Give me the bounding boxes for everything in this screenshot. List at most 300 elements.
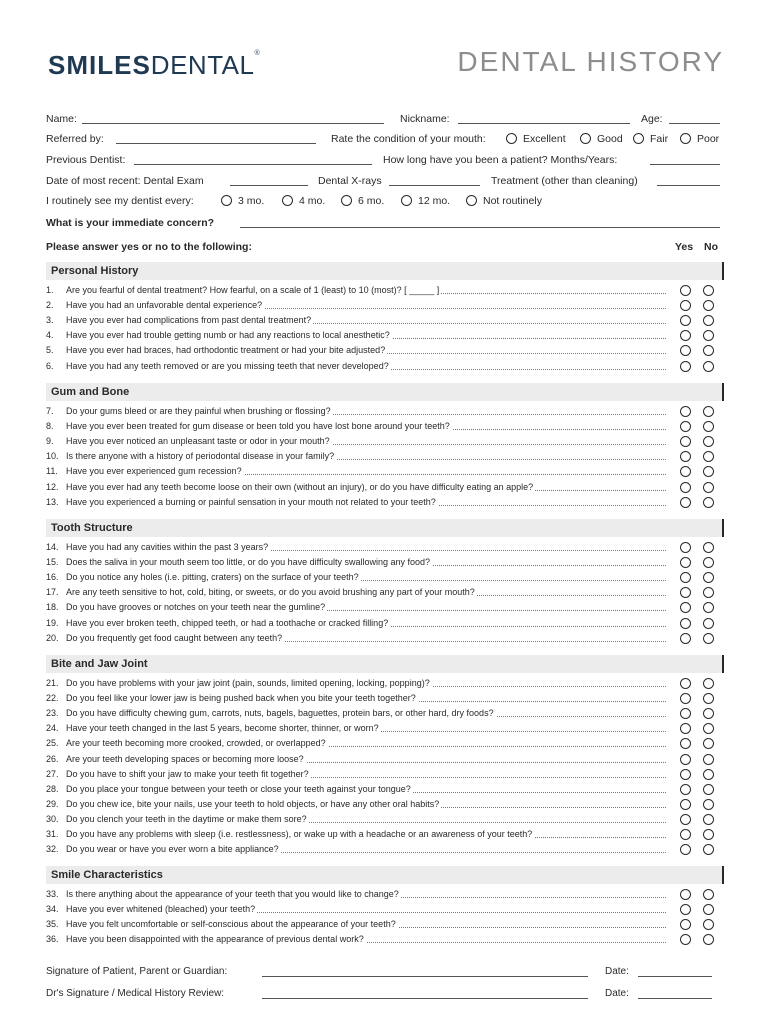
yes-no-group (678, 829, 724, 841)
question-label: Do your gums bleed or are they painful when brushing or flossing? (66, 406, 331, 416)
question-label: Do you have to shift your jaw to make your teeth fit together? (66, 768, 309, 779)
question-text (46, 738, 328, 748)
yes-no-group (678, 844, 724, 856)
question-number: 21. (46, 678, 59, 688)
question-label: Are your teeth becoming more crooked, crowded, or overlapped? (66, 738, 326, 749)
treatment-field[interactable] (657, 175, 720, 186)
concern-label: What is your immediate concern? (46, 217, 215, 229)
how-long-label: How long have you been a patient? Months/Years: (383, 154, 618, 166)
no-radio[interactable] (703, 587, 714, 598)
question-label: Do you frequently get food caught between any teeth? (66, 632, 283, 643)
yes-radio[interactable] (680, 587, 691, 598)
question-row (46, 768, 666, 780)
yes-radio[interactable] (680, 738, 691, 749)
routinely-label: I routinely see my dentist every: (46, 195, 194, 207)
yes-radio[interactable] (680, 934, 691, 945)
rate-condition-label: Rate the condition of your mouth: (331, 133, 486, 145)
question-row (46, 360, 666, 372)
question-number: 33. (46, 889, 59, 899)
no-radio[interactable] (703, 784, 714, 795)
question-row (46, 707, 666, 719)
yes-radio[interactable] (680, 618, 691, 629)
question-number: 25. (46, 738, 59, 749)
doctor-date-label: Date: (605, 988, 629, 999)
radio-icon (341, 195, 352, 206)
question-label: Do you have problems with your jaw joint (pain, sounds, limited opening, locking, popping)? (66, 678, 430, 688)
yes-no-group (678, 542, 724, 554)
question-number: 24. (46, 723, 59, 734)
question-label: Are you fearful of dental treatment? How fearful, on a scale of 1 (least) to 10 (most)? [ _____ ] (66, 285, 440, 295)
question-text (46, 602, 327, 612)
question-text (46, 587, 477, 597)
question-label: Are your teeth developing spaces or becoming more loose? (66, 753, 304, 764)
question-row (46, 722, 666, 734)
referred-by-label: Referred by: (46, 133, 104, 145)
question-label: Have you ever had complications from past dental treatment? (66, 315, 312, 326)
yes-no-group (678, 904, 724, 916)
question-number: 17. (46, 587, 59, 598)
no-radio[interactable] (703, 285, 714, 296)
xrays-field[interactable] (389, 175, 480, 186)
patient-signature-field[interactable] (262, 966, 588, 977)
question-text (46, 421, 452, 431)
yes-header: Yes (675, 241, 694, 253)
question-text (46, 769, 311, 779)
no-radio[interactable] (703, 904, 714, 915)
question-text (46, 315, 313, 325)
question-label: Do you have any problems with sleep (i.e. restlessness), or wake up with a headache or an awareness of your teeth? (66, 829, 533, 839)
section-header: Bite and Jaw Joint (46, 655, 724, 673)
question-number: 28. (46, 783, 59, 794)
yes-no-group (678, 814, 724, 826)
radio-icon (466, 195, 477, 206)
question-label: Have you felt uncomfortable or self-conscious about the appearance of your teeth? (66, 919, 396, 930)
yes-no-group (678, 497, 724, 509)
age-field[interactable] (669, 113, 720, 124)
question-label: Have you ever experienced gum recession? (66, 466, 242, 477)
yes-no-group (678, 602, 724, 614)
question-row (46, 813, 666, 825)
question-number: 23. (46, 708, 59, 719)
yes-no-group (678, 708, 724, 720)
concern-field[interactable] (240, 217, 720, 228)
no-radio[interactable] (703, 451, 714, 462)
question-row (46, 798, 666, 810)
yes-radio[interactable] (680, 315, 691, 326)
question-row (46, 541, 666, 553)
age-label: Age: (641, 113, 663, 125)
yes-no-group (678, 421, 724, 433)
no-radio[interactable] (703, 557, 714, 568)
no-radio[interactable] (703, 844, 714, 855)
yes-no-group (678, 406, 724, 418)
no-radio[interactable] (703, 602, 714, 613)
patient-date-label: Date: (605, 966, 629, 977)
date-recent-label: Date of most recent: Dental Exam (46, 175, 204, 187)
question-text (46, 345, 387, 355)
no-radio[interactable] (703, 542, 714, 553)
yes-radio[interactable] (680, 300, 691, 311)
question-number: 9. (46, 436, 54, 447)
no-radio[interactable] (703, 693, 714, 704)
yes-no-group (678, 693, 724, 705)
question-row (46, 496, 666, 508)
question-text (46, 451, 336, 461)
yes-no-group (678, 330, 724, 342)
yes-radio[interactable] (680, 466, 691, 477)
question-row (46, 601, 666, 613)
radio-icon (221, 195, 232, 206)
previous-dentist-label: Previous Dentist: (46, 154, 126, 166)
question-text (46, 708, 496, 718)
question-row (46, 344, 666, 356)
no-radio[interactable] (703, 934, 714, 945)
no-radio[interactable] (703, 769, 714, 780)
no-radio[interactable] (703, 754, 714, 765)
question-label: Do you feel like your lower jaw is being pushed back when you bite your teeth together? (66, 693, 416, 704)
yes-no-group (678, 315, 724, 327)
yes-radio[interactable] (680, 784, 691, 795)
question-number: 35. (46, 919, 59, 930)
yes-no-group (678, 618, 724, 630)
yes-no-group (678, 436, 724, 448)
yes-radio[interactable] (680, 406, 691, 417)
question-row (46, 828, 666, 840)
radio-icon (506, 133, 517, 144)
question-row (46, 450, 666, 462)
question-text (46, 285, 441, 295)
yes-radio[interactable] (680, 497, 691, 508)
question-text (46, 497, 438, 507)
yes-radio[interactable] (680, 633, 691, 644)
routine-not-option[interactable]: Not routinely (466, 195, 542, 207)
question-label: Have you ever whitened (bleached) your teeth? (66, 904, 256, 915)
question-text (46, 844, 281, 854)
name-label: Name: (46, 113, 77, 125)
section-header: Smile Characteristics (46, 866, 724, 884)
yes-no-group (678, 919, 724, 931)
question-text (46, 919, 398, 929)
name-field[interactable] (82, 113, 384, 124)
question-row (46, 632, 666, 644)
routine-4mo-option[interactable]: 4 mo. (282, 195, 325, 207)
yes-radio[interactable] (680, 889, 691, 900)
question-label: Is there anyone with a history of periodontal disease in your family? (66, 451, 335, 462)
question-number: 22. (46, 693, 59, 704)
yes-radio[interactable] (680, 436, 691, 447)
no-radio[interactable] (703, 829, 714, 840)
yes-radio[interactable] (680, 557, 691, 568)
no-radio[interactable] (703, 738, 714, 749)
yes-no-group (678, 451, 724, 463)
question-row (46, 571, 666, 583)
question-text (46, 754, 306, 764)
question-label: Have you had any cavities within the past 3 years? (66, 542, 269, 552)
no-radio[interactable] (703, 421, 714, 432)
yes-radio[interactable] (680, 844, 691, 855)
question-row (46, 677, 666, 689)
question-label: Are any teeth sensitive to hot, cold, biting, or sweets, or do you avoid brushing any part of your mouth? (66, 587, 475, 598)
yes-radio[interactable] (680, 451, 691, 462)
no-radio[interactable] (703, 345, 714, 356)
section-header: Tooth Structure (46, 519, 724, 537)
yes-radio[interactable] (680, 799, 691, 810)
no-radio[interactable] (703, 300, 714, 311)
yes-radio[interactable] (680, 919, 691, 930)
question-row (46, 692, 666, 704)
yes-radio[interactable] (680, 421, 691, 432)
question-label: Have you ever been treated for gum disease or been told you have lost bone around your teeth? (66, 421, 450, 432)
yes-no-group (678, 300, 724, 312)
question-number: 11. (46, 466, 58, 477)
question-label: Have you ever had braces, had orthodontic treatment or had your bite adjusted? (66, 345, 386, 356)
section-header: Gum and Bone (46, 383, 724, 401)
no-radio[interactable] (703, 497, 714, 508)
question-row (46, 556, 666, 568)
question-row (46, 918, 666, 930)
yes-no-group (678, 633, 724, 645)
yes-radio[interactable] (680, 693, 691, 704)
question-text (46, 572, 361, 582)
question-label: Do you place your tongue between your teeth or close your teeth against your tongue? (66, 783, 411, 794)
question-text (46, 814, 309, 824)
question-row (46, 329, 666, 341)
routine-3mo-option[interactable]: 3 mo. (221, 195, 264, 207)
question-label: Do you wear or have you ever worn a bite appliance? (66, 844, 279, 855)
xrays-label: Dental X-rays (318, 175, 382, 187)
question-text (46, 618, 390, 628)
question-text (46, 330, 392, 340)
no-radio[interactable] (703, 919, 714, 930)
question-text (46, 693, 418, 703)
question-row (46, 481, 666, 493)
patient-date-field[interactable] (638, 966, 712, 977)
yes-radio[interactable] (680, 345, 691, 356)
no-radio[interactable] (703, 330, 714, 341)
radio-icon (282, 195, 293, 206)
question-number: 36. (46, 934, 59, 945)
question-text (46, 406, 333, 416)
doctor-date-field[interactable] (638, 988, 712, 999)
rate-excellent-option[interactable]: Excellent (506, 133, 566, 145)
yes-no-group (678, 799, 724, 811)
question-label: Do you clench your teeth in the daytime or make them sore? (66, 813, 307, 824)
yes-radio[interactable] (680, 754, 691, 765)
no-radio[interactable] (703, 799, 714, 810)
question-text (46, 723, 381, 733)
question-row (46, 435, 666, 447)
rate-poor-option[interactable]: Poor (680, 133, 719, 145)
yes-radio[interactable] (680, 829, 691, 840)
question-number: 34. (46, 904, 59, 915)
question-number: 7. (46, 406, 54, 416)
question-row (46, 586, 666, 598)
yes-no-group (678, 572, 724, 584)
no-radio[interactable] (703, 466, 714, 477)
question-text (46, 633, 284, 643)
no-radio[interactable] (703, 618, 714, 629)
question-label: Have you ever broken teeth, chipped teeth, or had a toothache or cracked filling? (66, 617, 389, 628)
question-number: 14. (46, 542, 59, 552)
question-row (46, 843, 666, 855)
question-text (46, 889, 401, 899)
question-number: 10. (46, 451, 59, 462)
yes-radio[interactable] (680, 723, 691, 734)
question-text (46, 361, 391, 371)
rate-good-option[interactable]: Good (580, 133, 623, 145)
radio-icon (633, 133, 644, 144)
question-row (46, 933, 666, 945)
doctor-signature-field[interactable] (262, 988, 588, 999)
radio-icon (580, 133, 591, 144)
question-row (46, 783, 666, 795)
question-text (46, 542, 270, 552)
question-number: 1. (46, 285, 54, 295)
yes-radio[interactable] (680, 904, 691, 915)
question-number: 30. (46, 813, 59, 824)
page-title: DENTAL HISTORY (457, 46, 724, 77)
question-text (46, 799, 441, 809)
yes-radio[interactable] (680, 572, 691, 583)
question-row (46, 737, 666, 749)
question-number: 5. (46, 345, 54, 356)
rate-fair-option[interactable]: Fair (633, 133, 668, 145)
question-label: Do you have difficulty chewing gum, carrots, nuts, bagels, baguettes, protein bars, or other hard, dry foods? (66, 708, 494, 719)
question-text (46, 904, 257, 914)
question-number: 13. (46, 496, 59, 507)
question-text (46, 557, 432, 567)
question-number: 18. (46, 602, 59, 613)
question-number: 3. (46, 315, 54, 326)
question-row (46, 903, 666, 915)
no-radio[interactable] (703, 633, 714, 644)
question-row (46, 617, 666, 629)
instructions: Please answer yes or no to the following: (46, 241, 252, 253)
question-number: 6. (46, 360, 54, 371)
question-label: Have you ever had any teeth become loose on their own (without an injury), or do you have difficulty eating an apple? (66, 481, 534, 492)
question-number: 8. (46, 421, 54, 432)
question-number: 20. (46, 632, 59, 643)
yes-no-group (678, 934, 724, 946)
section-header: Personal History (46, 262, 724, 280)
question-number: 27. (46, 768, 59, 779)
yes-radio[interactable] (680, 542, 691, 553)
yes-radio[interactable] (680, 330, 691, 341)
question-label: Does the saliva in your mouth seem too little, or do you have difficulty swallowing any food? (66, 557, 431, 568)
question-label: Have you experienced a burning or painful sensation in your mouth not related to your teeth? (66, 496, 436, 507)
yes-radio[interactable] (680, 814, 691, 825)
question-row (46, 753, 666, 765)
yes-radio[interactable] (680, 708, 691, 719)
doctor-signature-label: Dr's Signature / Medical History Review: (46, 988, 225, 999)
referred-by-field[interactable] (116, 133, 316, 144)
question-row (46, 314, 666, 326)
yes-radio[interactable] (680, 678, 691, 689)
question-row (46, 420, 666, 432)
question-number: 29. (46, 798, 59, 809)
yes-no-group (678, 889, 724, 901)
question-label: Have you been disappointed with the appearance of previous dental work? (66, 934, 364, 945)
yes-no-group (678, 345, 724, 357)
yes-radio[interactable] (680, 482, 691, 493)
question-label: Do you have grooves or notches on your teeth near the gumline? (66, 602, 326, 613)
no-radio[interactable] (703, 889, 714, 900)
yes-no-group (678, 678, 724, 690)
yes-radio[interactable] (680, 602, 691, 613)
no-radio[interactable] (703, 406, 714, 417)
question-row (46, 299, 666, 311)
routine-6mo-option[interactable]: 6 mo. (341, 195, 384, 207)
yes-no-group (678, 482, 724, 494)
yes-no-group (678, 784, 724, 796)
question-label: Have you had an unfavorable dental experience? (66, 300, 263, 311)
yes-no-group (678, 466, 724, 478)
yes-no-group (678, 361, 724, 373)
no-radio[interactable] (703, 315, 714, 326)
no-radio[interactable] (703, 482, 714, 493)
question-text (46, 300, 264, 310)
question-number: 32. (46, 844, 59, 855)
no-radio[interactable] (703, 436, 714, 447)
yes-radio[interactable] (680, 361, 691, 372)
dental-exam-field[interactable] (230, 175, 308, 186)
no-radio[interactable] (703, 572, 714, 583)
nickname-label: Nickname: (400, 113, 450, 125)
no-radio[interactable] (703, 814, 714, 825)
routine-12mo-option[interactable]: 12 mo. (401, 195, 450, 207)
question-label: Is there anything about the appearance of your teeth that you would like to change? (66, 889, 399, 899)
question-number: 4. (46, 330, 54, 341)
question-number: 15. (46, 557, 59, 568)
no-radio[interactable] (703, 723, 714, 734)
yes-no-group (678, 587, 724, 599)
question-label: Have you had any teeth removed or are you missing teeth that never developed? (66, 360, 389, 371)
no-radio[interactable] (703, 708, 714, 719)
radio-icon (401, 195, 412, 206)
question-number: 2. (46, 300, 54, 311)
question-number: 19. (46, 617, 59, 628)
question-label: Do you notice any holes (i.e. pitting, craters) on the surface of your teeth? (66, 572, 359, 583)
question-text (46, 466, 244, 476)
no-radio[interactable] (703, 361, 714, 372)
yes-no-group (678, 754, 724, 766)
question-number: 26. (46, 753, 59, 764)
yes-radio[interactable] (680, 769, 691, 780)
yes-no-group (678, 769, 724, 781)
question-number: 12. (46, 481, 59, 492)
question-number: 16. (46, 572, 59, 583)
yes-no-group (678, 723, 724, 735)
no-radio[interactable] (703, 678, 714, 689)
question-row (46, 405, 666, 417)
nickname-field[interactable] (458, 113, 630, 124)
logo: SMILESDENTAL® (48, 50, 261, 80)
question-row (46, 465, 666, 477)
yes-radio[interactable] (680, 285, 691, 296)
patient-signature-label: Signature of Patient, Parent or Guardian: (46, 966, 228, 977)
question-label: Have you ever noticed an unpleasant taste or odor in your mouth? (66, 436, 330, 447)
how-long-field[interactable] (650, 154, 720, 165)
question-text (46, 829, 534, 839)
question-row (46, 888, 666, 900)
yes-no-group (678, 557, 724, 569)
question-text (46, 784, 413, 794)
question-label: Have your teeth changed in the last 5 years, become shorter, thinner, or worn? (66, 723, 379, 734)
previous-dentist-field[interactable] (134, 154, 372, 165)
question-text (46, 436, 332, 446)
question-number: 31. (46, 829, 59, 839)
no-header: No (704, 241, 718, 253)
